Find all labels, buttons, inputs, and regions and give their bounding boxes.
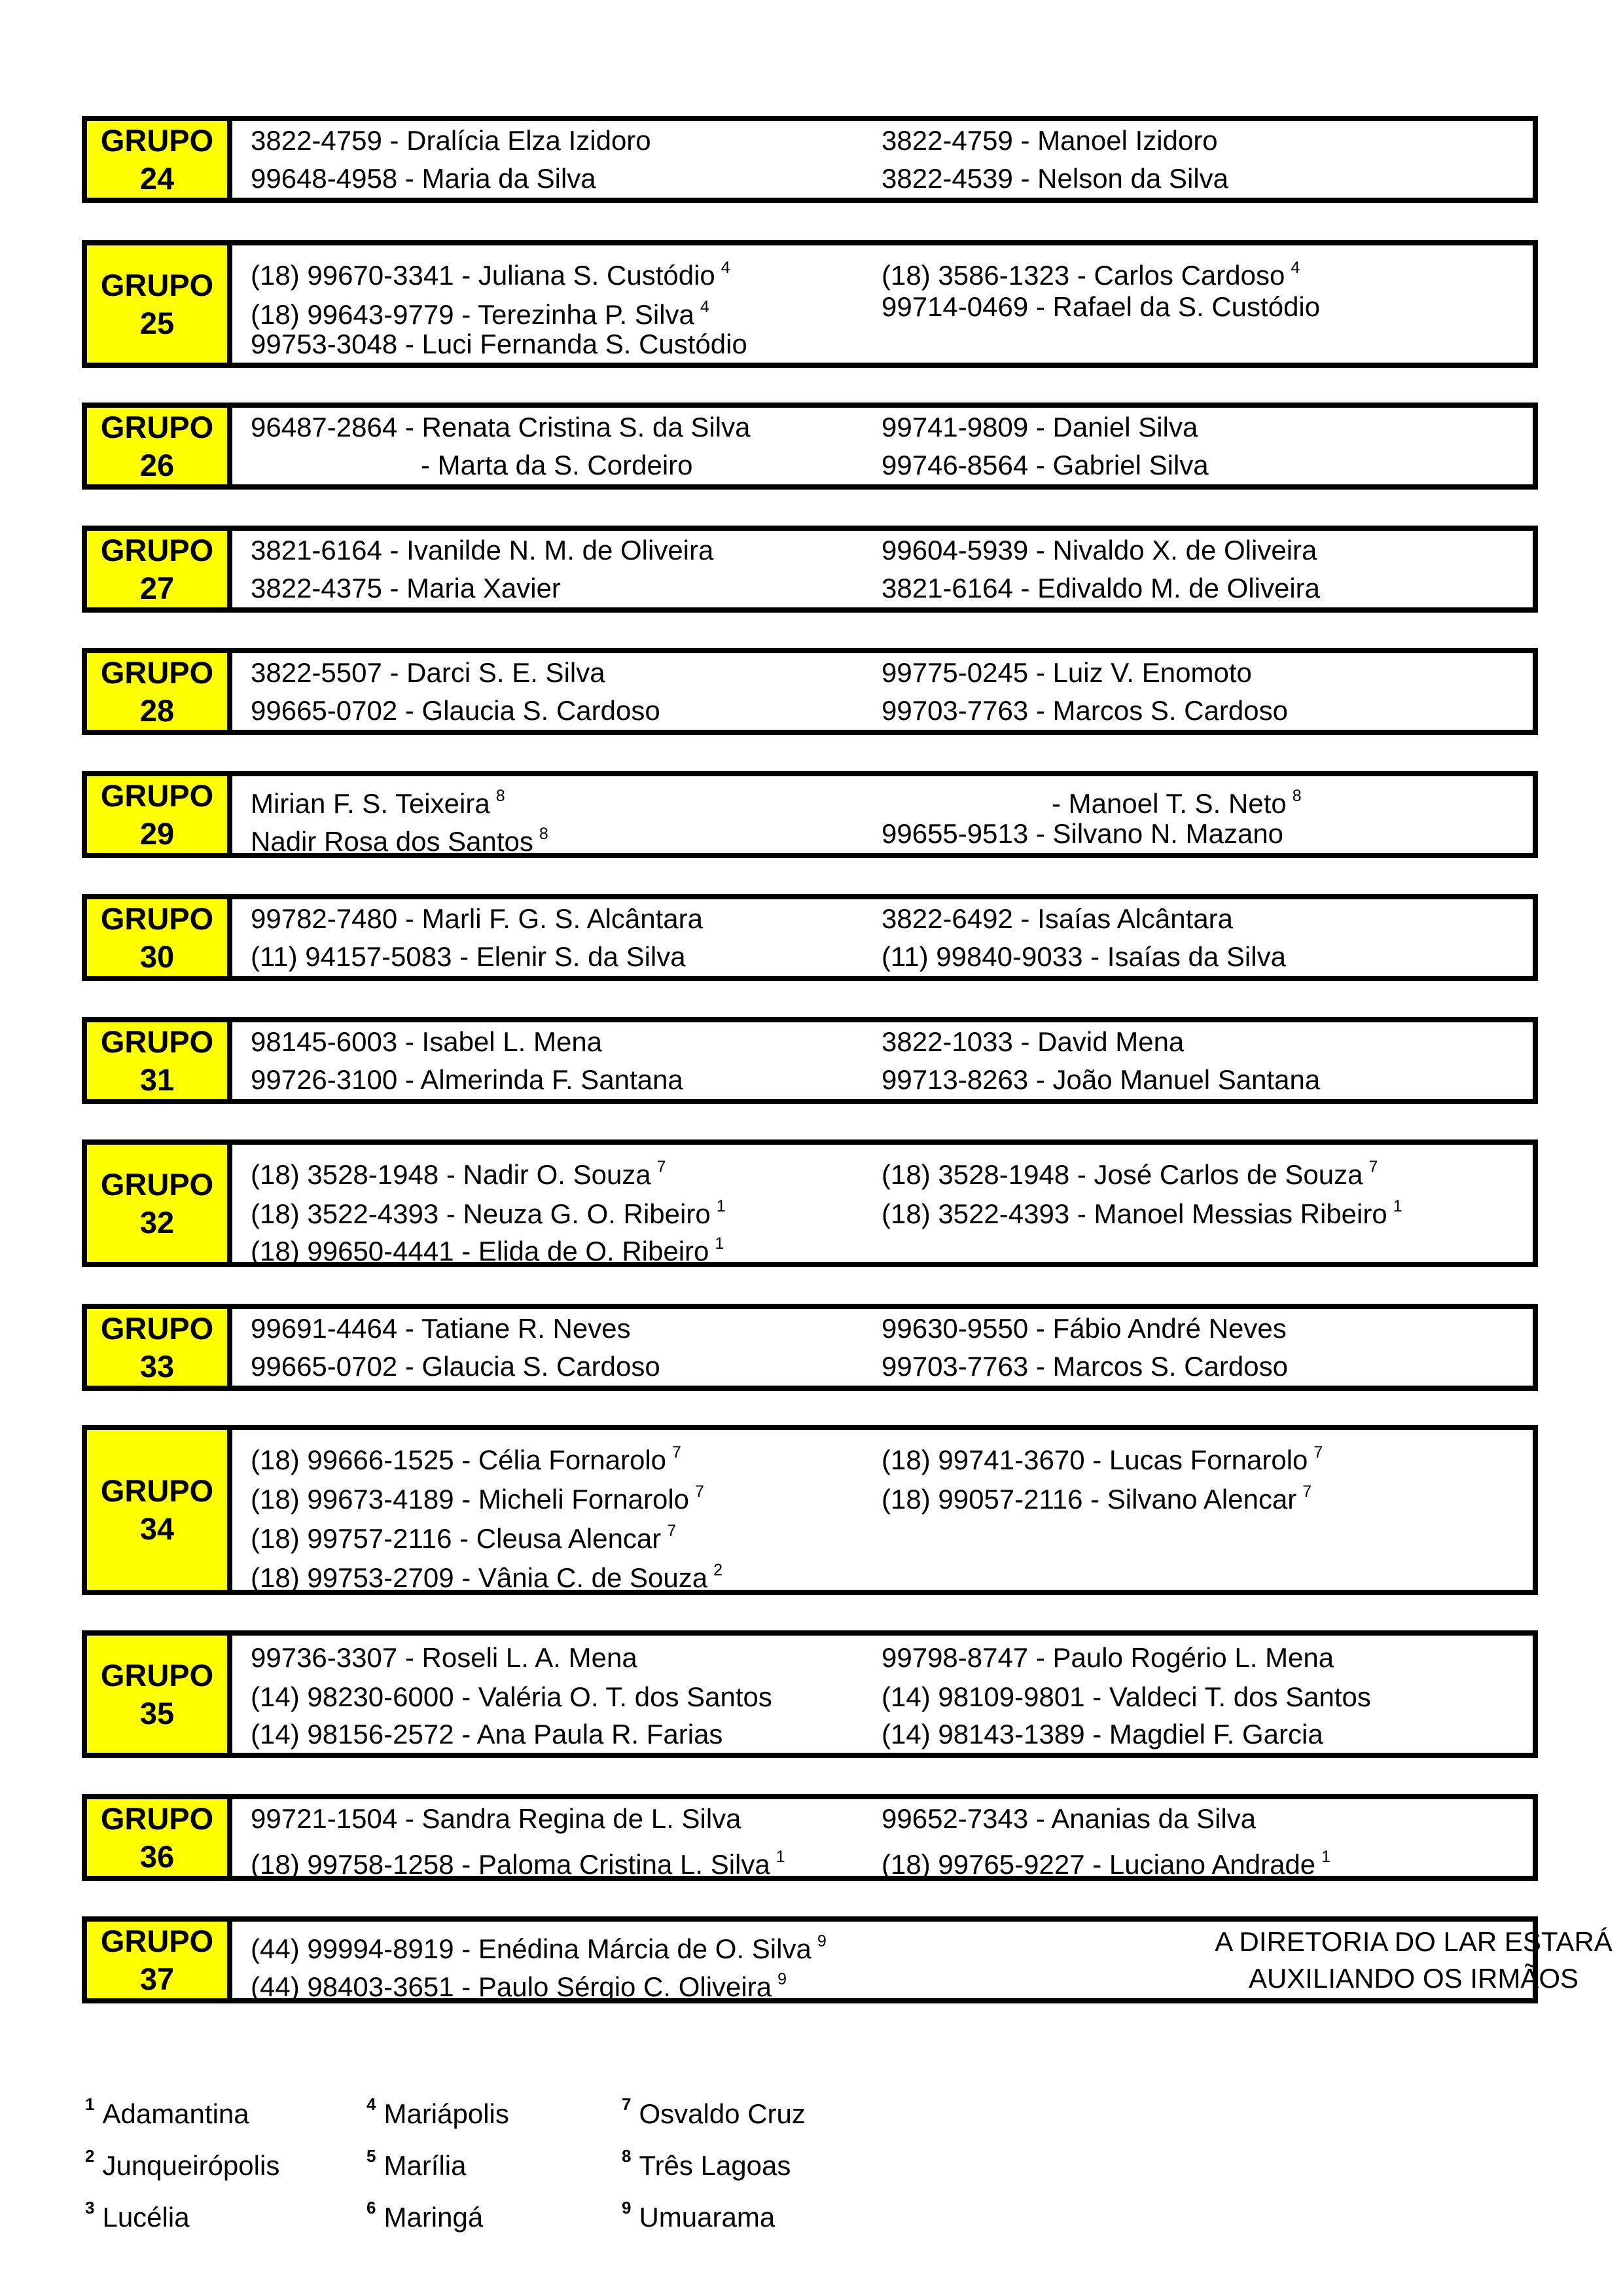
contact-entry [251, 938, 703, 976]
group-contacts [232, 1022, 1533, 1099]
contact-text: 98145-6003 - Isabel L. Mena [251, 1026, 603, 1057]
contact-entry [251, 1838, 785, 1880]
city-footnote-marker: 8 [539, 824, 548, 843]
group-label [87, 531, 232, 607]
contact-entry [251, 654, 660, 692]
contact-entry [251, 1960, 827, 2002]
contact-entry [251, 1922, 827, 1964]
contact-entry [251, 122, 651, 160]
group-label [87, 776, 232, 853]
group-number: 28 [139, 692, 175, 728]
city-footnote-marker: 7 [695, 1482, 704, 1501]
contact-entry [251, 1433, 722, 1475]
group-contacts [232, 1799, 1533, 1880]
contact-entry [882, 777, 1302, 819]
contact-column-left [251, 1636, 772, 1753]
contact-text: (18) 3522-4393 - Neuza G. O. Ribeiro [251, 1198, 711, 1229]
group-label-word: GRUPO [100, 1923, 214, 1958]
group-number: 32 [139, 1204, 175, 1240]
contact-entry [882, 287, 1320, 327]
group-number: 35 [139, 1695, 175, 1731]
legend-number: 1 [85, 2094, 95, 2114]
contact-entry [251, 1717, 772, 1752]
group-label [87, 1145, 232, 1262]
group-number: 34 [139, 1511, 175, 1546]
contact-text: (18) 99765-9227 - Luciano Andrade [882, 1848, 1316, 1880]
city-footnote-marker: 1 [715, 1234, 724, 1253]
group-label [87, 245, 232, 363]
legend-city: Mariápolis [383, 2098, 509, 2129]
contact-entry [882, 1310, 1288, 1348]
group-label [87, 1922, 232, 1998]
contact-entry [882, 1147, 1402, 1190]
group-box [82, 1630, 1538, 1758]
group-contacts [232, 653, 1533, 730]
contact-text: 99736-3307 - Roseli L. A. Mena [251, 1642, 637, 1673]
group-number: 25 [139, 305, 175, 340]
contact-entry [251, 408, 750, 446]
city-footnote-marker: 7 [656, 1158, 666, 1176]
contact-text: 3822-6492 - Isaías Alcântara [882, 903, 1234, 934]
contact-column-left [251, 1922, 827, 2002]
contact-column-left [251, 531, 713, 607]
group-label-word: GRUPO [100, 1166, 214, 1202]
contact-entry [882, 1838, 1331, 1880]
group-label [87, 1430, 232, 1590]
city-footnote-marker: 1 [1321, 1847, 1331, 1866]
contact-text: (18) 3528-1948 - Nadir O. Souza [251, 1159, 651, 1190]
contact-entry [251, 900, 703, 938]
city-footnote-marker: 2 [713, 1561, 723, 1579]
group-contacts [232, 245, 1533, 363]
contact-entry [251, 1061, 683, 1099]
contact-text: (18) 99643-9779 - Terezinha P. Silva [251, 299, 694, 330]
contact-entry [882, 1472, 1323, 1515]
group-label [87, 1636, 232, 1753]
legend-number: 8 [622, 2146, 632, 2166]
contact-text: (18) 99670-3341 - Juliana S. Custódio [251, 260, 715, 291]
contact-text: 99798-8747 - Paulo Rogério L. Mena [882, 1642, 1334, 1673]
contact-text: 99721-1504 - Sandra Regina de L. Silva [251, 1803, 741, 1834]
contact-text: 99648-4958 - Maria da Silva [251, 162, 596, 194]
legend-city: Marília [383, 2150, 467, 2181]
contact-text: 3821-6164 - Ivanilde N. M. de Oliveira [251, 534, 714, 565]
legend-city: Três Lagoas [639, 2150, 791, 2181]
legend-number: 4 [366, 2094, 376, 2114]
contact-column-left [251, 899, 703, 976]
city-footnote-marker: 8 [495, 786, 505, 805]
contact-text: 3822-5507 - Darci S. E. Silva [251, 656, 605, 688]
contact-entry [251, 1472, 722, 1515]
group-box [82, 240, 1538, 368]
legend-entry [366, 2136, 622, 2185]
legend-city: Junqueirópolis [102, 2150, 280, 2181]
legend-number: 5 [366, 2146, 376, 2166]
contact-text: 99741-9809 - Daniel Silva [882, 411, 1198, 442]
city-footnote-marker: 4 [1291, 259, 1300, 277]
group-label [87, 1022, 232, 1099]
group-label [87, 1799, 232, 1876]
contact-text: (14) 98143-1389 - Magdiel F. Garcia [882, 1719, 1323, 1749]
contact-text: 3822-4539 - Nelson da Silva [882, 162, 1229, 194]
city-footnote-marker: 9 [777, 1969, 787, 1988]
legend-entry [622, 2188, 883, 2237]
group-label-word: GRUPO [100, 532, 214, 567]
legend-entry [366, 2188, 622, 2237]
contact-entry [251, 1187, 726, 1229]
contact-entry [882, 1061, 1320, 1099]
contact-entry [251, 692, 660, 730]
legend-city: Lucélia [102, 2202, 190, 2233]
group-contacts [232, 1430, 1533, 1593]
legend-city: Maringá [383, 2202, 484, 2233]
contact-text: (18) 99758-1258 - Paloma Cristina L. Silva [251, 1848, 770, 1880]
contact-text: 99746-8564 - Gabriel Silva [882, 449, 1209, 480]
contact-text: 99665-0702 - Glaucia S. Cardoso [251, 694, 660, 726]
contact-text: 99604-5939 - Nivaldo X. de Oliveira [882, 534, 1317, 565]
group-contacts [232, 1636, 1533, 1753]
city-footnote-marker: 4 [721, 259, 730, 277]
contact-entry [882, 1638, 1371, 1677]
group-box [82, 403, 1538, 490]
group-contacts [232, 1309, 1533, 1386]
group-label-word: GRUPO [100, 1310, 214, 1346]
contact-entry [251, 569, 713, 607]
contact-column-right [882, 1430, 1323, 1590]
contact-text: 99691-4464 - Tatiane R. Neves [251, 1312, 631, 1344]
contact-column-right [882, 776, 1302, 853]
group-contacts [232, 121, 1533, 198]
board-notice-line2: AUXILIANDO OS IRMÃOS [1248, 1962, 1579, 1994]
contact-text: (14) 98109-9801 - Valdeci T. dos Santos [882, 1681, 1371, 1712]
contact-text: 96487-2864 - Renata Cristina S. da Silva [251, 411, 751, 442]
contact-column-left [251, 1145, 726, 1266]
contact-column-right [882, 1799, 1331, 1880]
group-number: 37 [139, 1961, 175, 1996]
city-footnote-marker: 4 [700, 298, 709, 316]
contact-entry [251, 1800, 785, 1838]
city-footnote-marker: 1 [1393, 1197, 1402, 1215]
contact-entry [882, 160, 1228, 198]
contact-column-left [251, 1799, 785, 1880]
contact-entry [882, 1187, 1402, 1229]
contact-column-right [882, 1636, 1371, 1753]
city-footnote-marker: 7 [672, 1443, 681, 1462]
contact-column-right [882, 899, 1286, 976]
legend-number: 9 [622, 2198, 632, 2217]
legend-entry [366, 2085, 622, 2134]
group-box [82, 1304, 1538, 1391]
group-label-word: GRUPO [100, 122, 214, 158]
group-label [87, 653, 232, 730]
group-label [87, 408, 232, 484]
legend-city: Osvaldo Cruz [639, 2098, 806, 2129]
contact-text: (18) 99666-1525 - Célia Fornarolo [251, 1444, 667, 1475]
group-contacts [232, 1145, 1533, 1266]
contact-entry [882, 1433, 1323, 1475]
group-box [82, 1916, 1613, 2003]
city-footnote-marker: 7 [1302, 1482, 1312, 1501]
contact-column-right [882, 245, 1320, 363]
legend-city: Adamantina [102, 2098, 249, 2129]
board-notice-line1: A DIRETORIA DO LAR ESTARÁ [1215, 1926, 1613, 1957]
group-contacts [232, 776, 1533, 857]
contact-entry [251, 1147, 726, 1190]
group-label-word: GRUPO [100, 1473, 214, 1508]
legend-number: 7 [622, 2094, 632, 2114]
contact-entry [882, 654, 1288, 692]
group-box [82, 1139, 1538, 1267]
contact-text: Nadir Rosa dos Santos [251, 825, 533, 857]
contact-entry [251, 777, 548, 819]
group-box [82, 116, 1538, 203]
contact-text: 3822-4375 - Maria Xavier [251, 572, 561, 603]
contact-text: 99703-7763 - Marcos S. Cardoso [882, 1350, 1288, 1382]
contact-text: - Manoel T. S. Neto [1052, 787, 1287, 819]
contact-text: (44) 98403-3651 - Paulo Sérgio C. Oliveira [251, 1971, 772, 2002]
contact-text: 99714-0469 - Rafael da S. Custódio [882, 291, 1321, 322]
contact-entry [882, 900, 1286, 938]
contact-column-right [882, 653, 1288, 730]
contact-text: (18) 3528-1948 - José Carlos de Souza [882, 1159, 1363, 1190]
group-contacts [232, 1922, 1613, 2002]
group-label [87, 899, 232, 976]
group-box [82, 1794, 1538, 1881]
contact-column-left [251, 121, 651, 198]
contact-entry [251, 1023, 683, 1061]
group-label [87, 1309, 232, 1386]
group-contacts [232, 531, 1533, 607]
city-footnote-marker: 7 [1368, 1158, 1378, 1176]
contact-text: 99655-9513 - Silvano N. Mazano [882, 817, 1284, 849]
contact-column-right [882, 1309, 1288, 1386]
contact-entry [882, 408, 1209, 446]
contact-text: (18) 99753-2709 - Vânia C. de Souza [251, 1562, 708, 1593]
contact-entry [251, 160, 651, 198]
contact-column-right [882, 121, 1228, 198]
group-contacts [232, 899, 1533, 976]
legend-number: 2 [85, 2146, 95, 2166]
contact-text: (44) 99994-8919 - Enédina Márcia de O. Silva [251, 1933, 812, 1964]
contact-entry [882, 1023, 1320, 1061]
contact-entry [251, 1677, 772, 1717]
contact-entry [882, 122, 1228, 160]
group-label-word: GRUPO [100, 1801, 214, 1836]
contact-column-left [251, 1022, 683, 1099]
contact-column-right [882, 531, 1320, 607]
contact-entry [882, 248, 1320, 291]
contact-text: (18) 99650-4441 - Elida de O. Ribeiro [251, 1236, 709, 1266]
group-box [82, 1425, 1538, 1595]
contact-entry [251, 1511, 722, 1554]
contact-entry [251, 327, 747, 362]
contact-text: 99652-7343 - Ananias da Silva [882, 1803, 1257, 1834]
group-box [82, 771, 1538, 858]
city-footnote-marker: 1 [776, 1847, 785, 1866]
contact-column-right [882, 408, 1209, 484]
contact-text: 99703-7763 - Marcos S. Cardoso [882, 694, 1288, 726]
contact-column-left [251, 1430, 723, 1593]
group-box [82, 894, 1538, 981]
group-number: 27 [139, 570, 175, 605]
contact-entry [251, 446, 750, 484]
legend-entry [85, 2136, 366, 2185]
contact-entry [882, 1717, 1371, 1752]
contact-text: 3822-4759 - Dralícia Elza Izidoro [251, 124, 651, 156]
contact-column-left [251, 1309, 660, 1386]
contact-text: 3821-6164 - Edivaldo M. de Oliveira [882, 572, 1321, 603]
contact-text: 3822-4759 - Manoel Izidoro [882, 124, 1218, 156]
group-label-word: GRUPO [100, 409, 214, 444]
group-label-word: GRUPO [100, 1657, 214, 1693]
contact-entry [882, 938, 1286, 976]
group-box [82, 1017, 1538, 1104]
contact-text: (11) 99840-9033 - Isaías da Silva [882, 941, 1286, 972]
contact-text: (18) 3522-4393 - Manoel Messias Ribeiro [882, 1198, 1387, 1229]
city-footnote-marker: 1 [716, 1197, 726, 1215]
contact-text: 99630-9550 - Fábio André Neves [882, 1312, 1287, 1344]
contact-entry [251, 1310, 660, 1348]
contact-column-left [251, 245, 747, 363]
city-footnote-marker: 8 [1292, 786, 1302, 805]
contact-entry [251, 1226, 726, 1266]
group-number: 29 [139, 816, 175, 851]
group-label-word: GRUPO [100, 778, 214, 813]
contact-text: (18) 3586-1323 - Carlos Cardoso [882, 260, 1285, 291]
contact-entry [251, 1551, 723, 1593]
contact-column-left [251, 408, 750, 484]
contact-entry [251, 287, 747, 330]
contact-entry [251, 1638, 772, 1677]
legend-city: Umuarama [639, 2202, 776, 2233]
legend-number: 6 [366, 2198, 376, 2217]
contact-entry [882, 446, 1209, 484]
contact-entry [882, 1348, 1288, 1386]
legend-number: 3 [85, 2198, 95, 2217]
contact-entry [882, 815, 1302, 853]
board-notice [1214, 1922, 1613, 1998]
group-label [87, 121, 232, 198]
city-footnote-marker: 7 [1313, 1443, 1323, 1462]
contact-entry [251, 531, 713, 569]
group-number: 30 [139, 939, 175, 974]
group-contacts [232, 408, 1533, 484]
contact-column-left [251, 776, 548, 857]
contact-text: 99753-3048 - Luci Fernanda S. Custódio [251, 329, 747, 359]
contact-entry [251, 815, 548, 857]
legend-entry [85, 2188, 366, 2237]
contact-entry [882, 1677, 1371, 1717]
contact-entry [251, 1348, 660, 1386]
contact-entry [882, 569, 1320, 607]
contact-entry [251, 248, 747, 291]
group-box [82, 526, 1538, 613]
legend-entry [85, 2085, 366, 2134]
contact-text: 99665-0702 - Glaucia S. Cardoso [251, 1350, 660, 1382]
group-label-word: GRUPO [100, 655, 214, 690]
city-footnote-marker: 7 [667, 1522, 677, 1540]
group-number: 26 [139, 447, 175, 482]
contact-entry [882, 531, 1320, 569]
legend-entry [622, 2136, 883, 2185]
contact-text: 99775-0245 - Luiz V. Enomoto [882, 656, 1252, 688]
contact-text: - Marta da S. Cordeiro [421, 449, 693, 480]
contact-text: (18) 99673-4189 - Micheli Fornarolo [251, 1484, 690, 1515]
group-box [82, 648, 1538, 735]
contact-text: (18) 99757-2116 - Cleusa Alencar [251, 1523, 662, 1554]
contact-text: 99782-7480 - Marli F. G. S. Alcântara [251, 903, 704, 934]
contact-text: (18) 99057-2116 - Silvano Alencar [882, 1484, 1297, 1515]
contact-column-right [882, 1145, 1402, 1262]
city-legend [85, 2085, 883, 2237]
group-label-word: GRUPO [100, 267, 214, 302]
contact-text: (18) 99741-3670 - Lucas Fornarolo [882, 1444, 1308, 1475]
contact-entry [882, 1800, 1330, 1838]
contact-column-right [882, 1022, 1320, 1099]
contact-text: (11) 94157-5083 - Elenir S. da Silva [251, 941, 686, 972]
group-label-word: GRUPO [100, 901, 214, 936]
group-label-word: GRUPO [100, 1024, 214, 1059]
group-number: 36 [139, 1839, 175, 1874]
legend-entry [622, 2085, 883, 2134]
contact-column-left [251, 653, 660, 730]
group-number: 31 [139, 1062, 175, 1097]
contact-entry [882, 692, 1288, 730]
contact-text: (14) 98230-6000 - Valéria O. T. dos Santos [251, 1681, 772, 1712]
contact-text: 99726-3100 - Almerinda F. Santana [251, 1064, 683, 1095]
group-number: 33 [139, 1348, 175, 1384]
group-number: 24 [139, 160, 175, 196]
contact-text: (14) 98156-2572 - Ana Paula R. Farias [251, 1719, 723, 1749]
contact-text: 99713-8263 - João Manuel Santana [882, 1064, 1321, 1095]
contact-text: Mirian F. S. Teixeira [251, 787, 490, 819]
contact-text: 3822-1033 - David Mena [882, 1026, 1185, 1057]
city-footnote-marker: 9 [817, 1931, 827, 1950]
